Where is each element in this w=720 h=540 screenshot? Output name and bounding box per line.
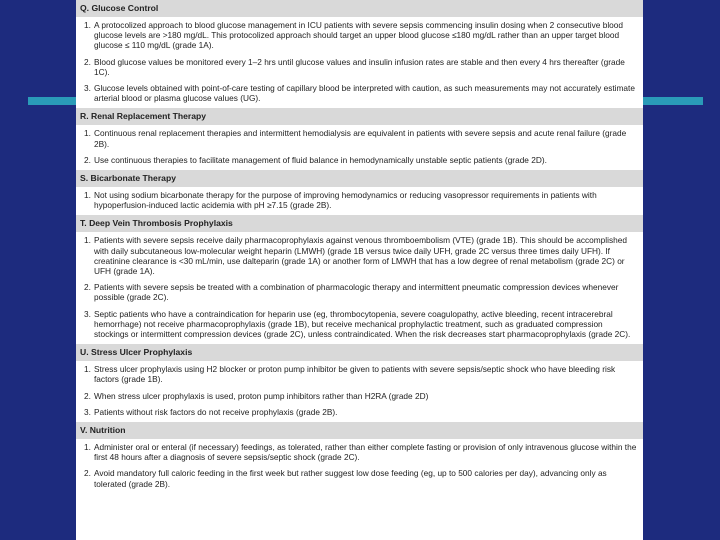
item-text: Glucose levels obtained with point-of-care testing of capillary blood be interpreted with caution, as such measurements may not accurately estimate arterial blood or plasma glucose values (UG). (94, 83, 635, 104)
item-text: Patients with severe sepsis receive daily pharmacoprophylaxis against venous thromboembolism (VTE) (grade 1B). This should be accomplished with daily subcutaneous low-molecular weight heparin (LMWH) (grade 1B versus twice daily UFH, grade 2C versus three times daily UFH). If creatinine clearance is <30 mL/min, use dalteparin (grade 1A) or another form of LMWH that has a low degree of renal metabolism (grade 2C) or UFH (grade 1A). (94, 235, 627, 277)
list-item (76, 80, 643, 106)
item-text: Administer oral or enteral (if necessary) feedings, as tolerated, rather than either complete fasting or provision of only intravenous glucose within the first 48 hours after a diagnosis of severe sepsis/septic shock (grade 2C). (94, 442, 637, 463)
item-number: 1. (84, 128, 91, 139)
item-number: 2. (84, 390, 91, 401)
item-number: 2. (84, 154, 91, 165)
section-heading-nutrition: V. Nutrition (76, 422, 643, 439)
item-number: 1. (84, 190, 91, 201)
item-number: 1. (84, 364, 91, 375)
guideline-document (76, 0, 643, 540)
item-number: 2. (84, 282, 91, 293)
item-number: 1. (84, 235, 91, 246)
list-item (76, 388, 643, 404)
item-number: 3. (84, 83, 91, 94)
item-text: A protocolized approach to blood glucose management in ICU patients with severe sepsis commencing insulin dosing when 2 consecutive blood glucose levels are >180 mg/dL. This protocolized approach should target an upper blood glucose ≤180 mg/dL rather than an upper target blood glucose ≤ 110 mg/dL (grade 1A). (94, 20, 624, 51)
item-number: 1. (84, 442, 91, 453)
item-text: Not using sodium bicarbonate therapy for the purpose of improving hemodynamics or reducing vasopressor requirements in patients with hypoperfusion-induced lactic acidemia with pH ≥7.15 (grade 2B). (94, 190, 597, 211)
list-item (76, 152, 643, 168)
item-number: 3. (84, 406, 91, 417)
section-heading-stress-ulcer: U. Stress Ulcer Prophylaxis (76, 344, 643, 361)
item-text: Patients with severe sepsis be treated with a combination of pharmacologic therapy and intermittent pneumatic compression devices whenever possible (grade 2C). (94, 282, 619, 303)
section-heading-dvt-prophylaxis: T. Deep Vein Thrombosis Prophylaxis (76, 215, 643, 232)
list-item (76, 306, 643, 343)
list-item (76, 361, 643, 387)
item-text: Stress ulcer prophylaxis using H2 blocker or proton pump inhibitor be given to patients with severe sepsis/septic shock who have bleeding risk factors (grade 1B). (94, 364, 616, 385)
item-text: Use continuous therapies to facilitate management of fluid balance in hemodynamically unstable septic patients (grade 2D). (94, 154, 547, 165)
item-number: 2. (84, 468, 91, 479)
list-item (76, 439, 643, 465)
section-heading-bicarbonate: S. Bicarbonate Therapy (76, 170, 643, 187)
list-item (76, 465, 643, 491)
item-text: When stress ulcer prophylaxis is used, proton pump inhibitors rather than H2RA (grade 2D) (94, 390, 429, 401)
list-item (76, 54, 643, 80)
item-text: Continuous renal replacement therapies and intermittent hemodialysis are equivalent in patients with severe sepsis and acute renal failure (grade 2B). (94, 128, 627, 149)
item-text: Patients without risk factors do not receive prophylaxis (grade 2B). (94, 406, 338, 417)
item-number: 2. (84, 56, 91, 67)
accent-bar-right (643, 97, 703, 105)
accent-bar-left (28, 97, 80, 105)
item-text: Septic patients who have a contraindication for heparin use (eg, thrombocytopenia, severe coagulopathy, active bleeding, recent intracerebral hemorrhage) not receive pharmacoprophylaxis (grade 1B), but receive mechanical prophylactic treatment, such as graduated compression stockings or intermittent compression devices (grade 2C), unless contraindicated. When the risk decreases start pharmacoprophylaxis (grade 2C). (94, 308, 631, 340)
list-item (76, 279, 643, 305)
list-item (76, 125, 643, 151)
item-text: Blood glucose values be monitored every 1–2 hrs until glucose values and insulin infusion rates are stable and then every 4 hrs thereafter (grade 1C). (94, 56, 625, 77)
item-number: 3. (84, 308, 91, 319)
item-number: 1. (84, 20, 91, 30)
section-heading-glucose-control: Q. Glucose Control (76, 0, 643, 17)
item-text: Avoid mandatory full caloric feeding in the first week but rather suggest low dose feeding (eg, up to 500 calories per day), advancing only as tolerated (grade 2B). (94, 468, 607, 489)
list-item (76, 187, 643, 213)
section-heading-renal-replacement: R. Renal Replacement Therapy (76, 108, 643, 125)
list-item (76, 232, 643, 279)
list-item (76, 17, 643, 54)
list-item (76, 404, 643, 420)
